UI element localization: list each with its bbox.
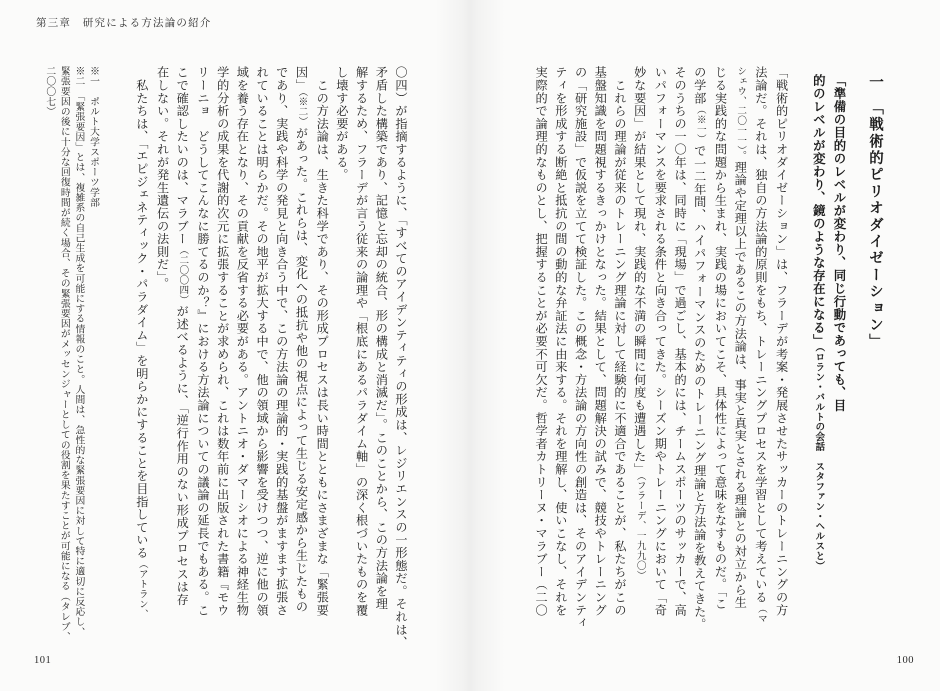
text-column: ティを形成する断絶と抵抗の間の動的な弁証法に由来する。それを理解し、使いこなし、それを — [553, 66, 568, 617]
text-column: 解するため、フラーデが言う従来の論理や「根底にあるパラダイム軸」の深く根づいたものを覆 — [354, 66, 369, 617]
epigraph — [808, 66, 848, 650]
text-column: 矛盾した構築であり、記憶と忘却の統合、形の構成と消滅だ」。このことから、この方法論を理 — [374, 66, 389, 611]
text-column: いパフォーマンスを要求される条件と向き合ってきた。シーズン期やトレーニングにおいて「奇 — [653, 66, 668, 617]
text-column: 的のレベルが変わり、鏡のような存在になる」（ロラン・バルトの会話 スタファン・ヘルスと） — [811, 74, 826, 572]
text-column: 実際的で論理的なものとし、把握することが必要不可欠だ。哲学者カトリーヌ・マラブー（二〇 — [534, 66, 549, 617]
text-column: この方法論は、生きた科学であり、その形成プロセスは長い時間とともにさまざまな「緊張要 — [315, 66, 330, 617]
text-column: 〇四）が指摘するように、「すべてのアイデンティティの形成は、レジリエンスの一形態だ。それは、 — [394, 66, 408, 649]
page-right-text — [525, 66, 887, 650]
text-column: 「準備の目的のレベルが変わり、同じ行動であっても、目 — [832, 74, 846, 412]
inline-citation: （ロラン・バルトの会話 スタファン・ヘルスと） — [813, 347, 825, 572]
running-header: 第三章 研究による方法論の紹介 — [36, 18, 212, 29]
section-heading: 一 「戦術的ピリオダイゼーション」 — [867, 74, 883, 351]
text-column: じる実践的な問題から生まれ、実践の場においてこそ、具体性によって意味をなすものだ。「こ — [713, 66, 728, 611]
text-column: これらの理論が従来のトレーニング理論に対して経験的に不適合であることが、私たちがこの — [612, 66, 627, 617]
text-column: ※二 「緊張要因」とは、複雑系の自己生成を可能にする情報のこと。人間は、急性的な緊張要因に対して特に適切に反応し、 — [73, 66, 85, 637]
page-gutter — [435, 0, 505, 691]
inline-citation: （※二） — [296, 91, 308, 127]
text-column: 在しない。それが発生遺伝の法則だ」。 — [155, 66, 170, 291]
text-column: 法論だ。それは、独自の方法論的原則をもち、トレーニングプロセスを学習として考えている（マ — [753, 66, 768, 624]
page-number-right: 100 — [896, 655, 914, 666]
page-number-left: 101 — [34, 655, 52, 666]
text-column: の「研究施設」で仮説を立てて検証した。この概念・方法論の方向性の創造は、そのアイデンティ — [573, 66, 588, 630]
text-column: 私たちは、「エピジェネティック・パラダイム」を明らかにすることを目指している（アトラン、 — [134, 66, 149, 619]
body-text-right — [530, 66, 790, 650]
text-column: 妙な要因」が結果として現れ、実践的な不満の瞬間に何度も遭遇した」（フラーデ、一九九〇） — [632, 66, 647, 581]
inline-citation: （マ — [755, 603, 767, 624]
text-column: 域を養う存在となり、その貢献を反省する必要がある。アントニオ・ダマーシオによる神経生物 — [235, 66, 250, 617]
inline-citation: シェウ、二〇一一）。 — [735, 66, 747, 161]
text-column: 学的分析の成果を代謝的次元に拡張することが求められ、これは数年前に出版された書籍『モウ — [215, 66, 230, 617]
text-column: であり、実践や科学の発見と向き合う中で、この方法論の理論的・実践的基盤がますます拡張さ — [274, 66, 289, 617]
text-column: 二〇〇七） — [44, 66, 56, 117]
inline-citation: （二〇〇四） — [177, 245, 189, 305]
text-column: リーニョ どうしてこんなに勝てるのか？』における方法論についての議論の延長でもある。こ — [195, 66, 210, 617]
text-column: 基盤知識を問題視するきっかけとなった。結果として、問題解決の試みで、競技やトレーニング — [593, 66, 608, 617]
text-column: こで確認したいのは、マラブー（二〇〇四）が述べるように、「逆行作用のない形成プロセスは存 — [175, 66, 190, 607]
text-column: 「戦術的ピリオダイゼーション」は、フラーデが考案・発展させたサッカーのトレーニングの方 — [774, 66, 789, 617]
inline-citation: （アトラン、 — [136, 559, 148, 619]
body-text-left — [131, 66, 410, 650]
text-column: の学部（※一）で一二年間、ハイパフォーマンスのためのトレーニング理論と方法論を教えてきた。 — [692, 66, 707, 631]
text-column: ※一 ポルト大学スポーツ学部 — [88, 66, 99, 208]
text-column: れていることは明らかだ。その地平が拡大する中で、他の領域から影響を受けつつ、逆に他の領 — [255, 66, 270, 617]
text-column: 因」（※二）があった。これらは、変化への抵抗や他の視点によって生じる安定感から生じたもの — [294, 66, 309, 614]
text-column: 緊張要因の後に十分な回復時間が続く場合、その緊張要因がメッセンジャーとしての役割を果たすことが可能になる（タレブ、 — [58, 66, 70, 642]
inline-citation: （フラーデ、一九九〇） — [634, 475, 646, 581]
page-left-text — [130, 66, 410, 650]
footnotes — [34, 66, 100, 650]
text-column: シェウ、二〇一一）。理論や定理以上であるこの方法論は、事実と真実とされる理論との対立から生 — [733, 66, 748, 609]
text-column: そのうちの一〇年は、同時に「現場」で過ごし、基本的には、チームスポーツのサッカーで、高 — [673, 66, 688, 617]
inline-citation: （※一） — [694, 104, 706, 145]
text-column: し壊す必要がある。 — [334, 66, 349, 182]
